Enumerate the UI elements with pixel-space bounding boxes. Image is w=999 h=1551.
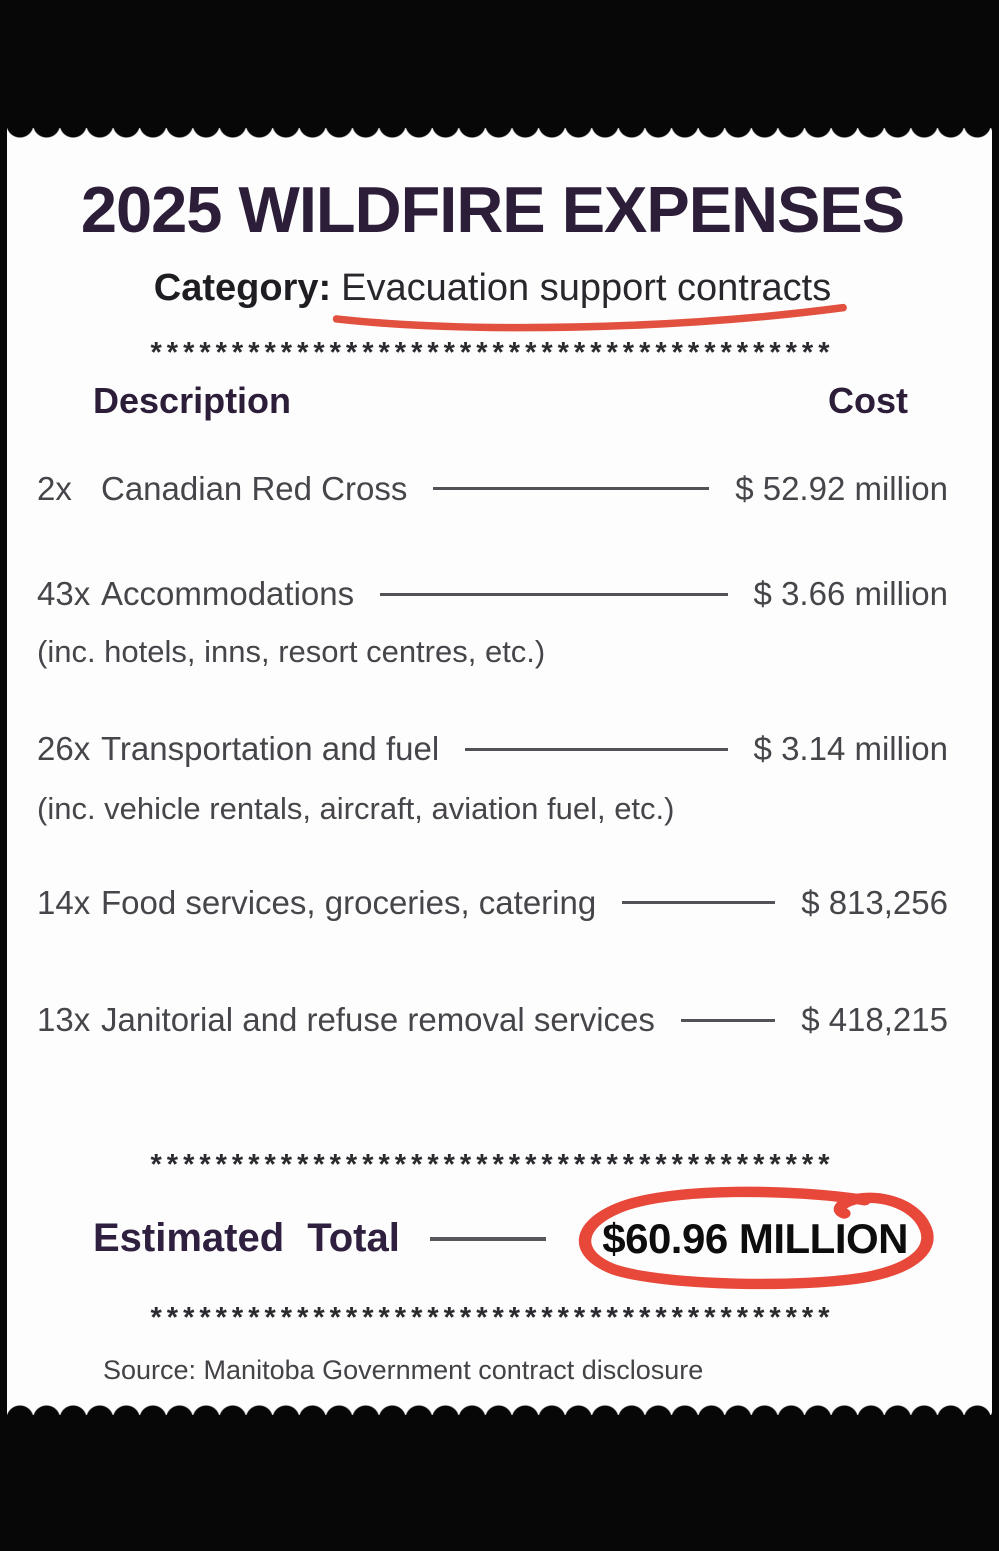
contract-description: Food services, groceries, catering bbox=[101, 883, 597, 921]
contract-cost: $ 3.14 million bbox=[753, 730, 948, 768]
contract-count: 26x bbox=[37, 730, 91, 768]
contract-note: (inc. vehicle rentals, aircraft, aviation fuel, etc.) bbox=[37, 791, 675, 827]
contract-description: Canadian Red Cross bbox=[101, 469, 408, 507]
description-header: Description bbox=[93, 380, 292, 422]
table-row bbox=[37, 469, 948, 509]
contract-count: 14x bbox=[37, 883, 91, 921]
asterisk-separator: ****************************************** bbox=[150, 1303, 835, 1333]
cost-header: Cost bbox=[828, 380, 908, 422]
contract-count: 13x bbox=[37, 1001, 91, 1039]
page-title: 2025 WILDFIRE EXPENSES bbox=[80, 173, 905, 246]
leader-line bbox=[622, 901, 775, 904]
table-row bbox=[37, 1000, 948, 1040]
table-header bbox=[93, 381, 908, 421]
contract-description: Janitorial and refuse removal services bbox=[101, 1001, 655, 1039]
contract-description: Accommodations bbox=[101, 575, 355, 613]
estimated-total-value-wrap bbox=[568, 1187, 942, 1291]
contract-cost: $ 813,256 bbox=[801, 883, 948, 921]
estimated-total-value: $60.96 MILLION bbox=[602, 1214, 908, 1262]
contract-description: Transportation and fuel bbox=[101, 730, 440, 768]
contract-cost: $ 3.66 million bbox=[753, 575, 948, 613]
contract-count: 2x bbox=[37, 469, 72, 507]
leader-line bbox=[380, 593, 727, 596]
category-line bbox=[37, 268, 948, 310]
category-value-text: Evacuation support contracts bbox=[341, 267, 832, 310]
table-row bbox=[37, 574, 948, 614]
contract-cost: $ 418,215 bbox=[801, 1001, 948, 1039]
receipt-content bbox=[7, 128, 992, 1415]
table-row bbox=[37, 883, 948, 923]
table-row bbox=[37, 729, 948, 769]
red-underline-mark bbox=[331, 302, 850, 334]
line-items bbox=[37, 469, 948, 1040]
category-value bbox=[341, 268, 831, 310]
leader-line bbox=[465, 748, 727, 751]
category-label: Category: bbox=[153, 267, 332, 310]
asterisk-separator: ****************************************** bbox=[150, 1150, 835, 1180]
contract-count: 43x bbox=[37, 575, 91, 613]
receipt bbox=[7, 128, 992, 1415]
source-attribution: Source: Manitoba Government contract disclosure bbox=[103, 1354, 704, 1385]
contract-cost: $ 52.92 million bbox=[735, 469, 948, 507]
estimated-total-row bbox=[93, 1187, 942, 1291]
asterisk-separator: ****************************************** bbox=[150, 339, 835, 369]
total-leader-line bbox=[430, 1237, 546, 1241]
leader-line bbox=[433, 487, 709, 490]
contract-note: (inc. hotels, inns, resort centres, etc.) bbox=[37, 633, 546, 669]
estimated-total-label: Estimated Total bbox=[93, 1216, 400, 1261]
leader-line bbox=[681, 1019, 775, 1022]
